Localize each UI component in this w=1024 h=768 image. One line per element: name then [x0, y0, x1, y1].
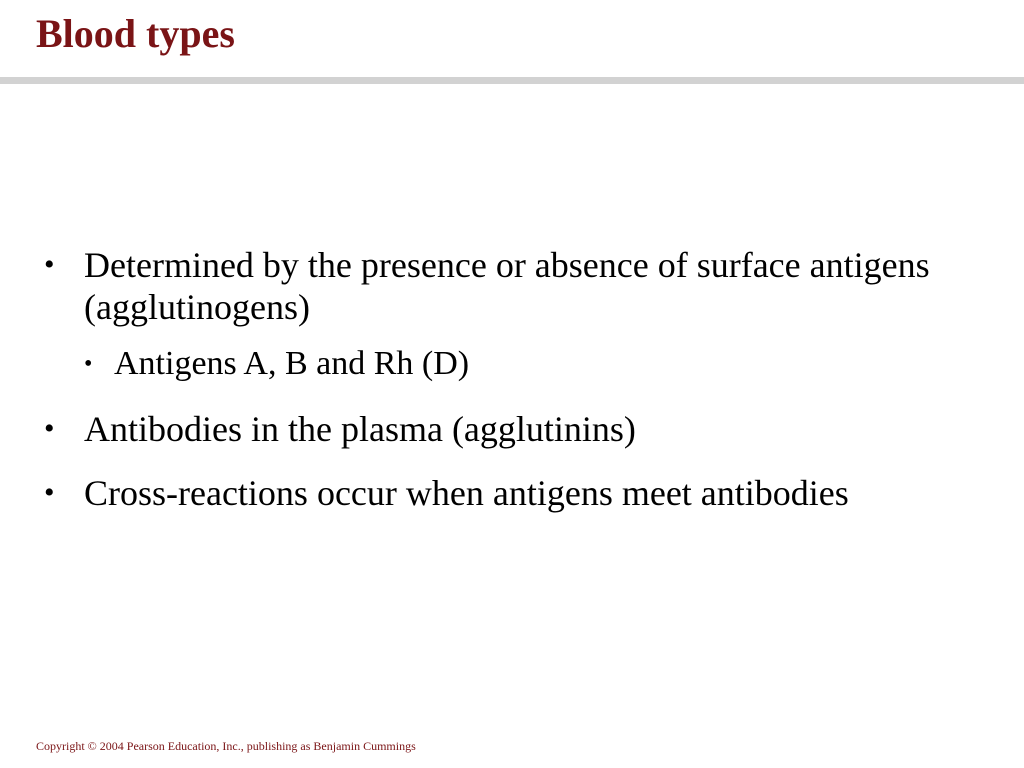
bullet-text: Antibodies in the plasma (agglutinins): [84, 409, 636, 449]
bullet-marker: •: [44, 476, 55, 509]
bullet-item: [44, 408, 1004, 450]
bullet-text: Antigens A, B and Rh (D): [114, 345, 470, 382]
bullet-text: Cross-reactions occur when antigens meet antibodies: [84, 473, 849, 513]
copyright-footer: Copyright © 2004 Pearson Education, Inc., publishing as Benjamin Cummings: [36, 739, 416, 753]
bullet-item: [44, 244, 1004, 328]
bullet-marker: •: [44, 412, 55, 445]
title-divider: [0, 77, 1024, 84]
sub-bullet-item: [84, 344, 1004, 384]
bullet-text: Determined by the presence or absence of surface antigens (agglutinogens): [84, 245, 930, 327]
bullet-marker: •: [44, 248, 55, 281]
bullet-item: [44, 472, 1004, 514]
bullet-marker: •: [84, 351, 93, 377]
slide-title: Blood types: [36, 11, 235, 56]
bullet-list: [44, 244, 1004, 536]
